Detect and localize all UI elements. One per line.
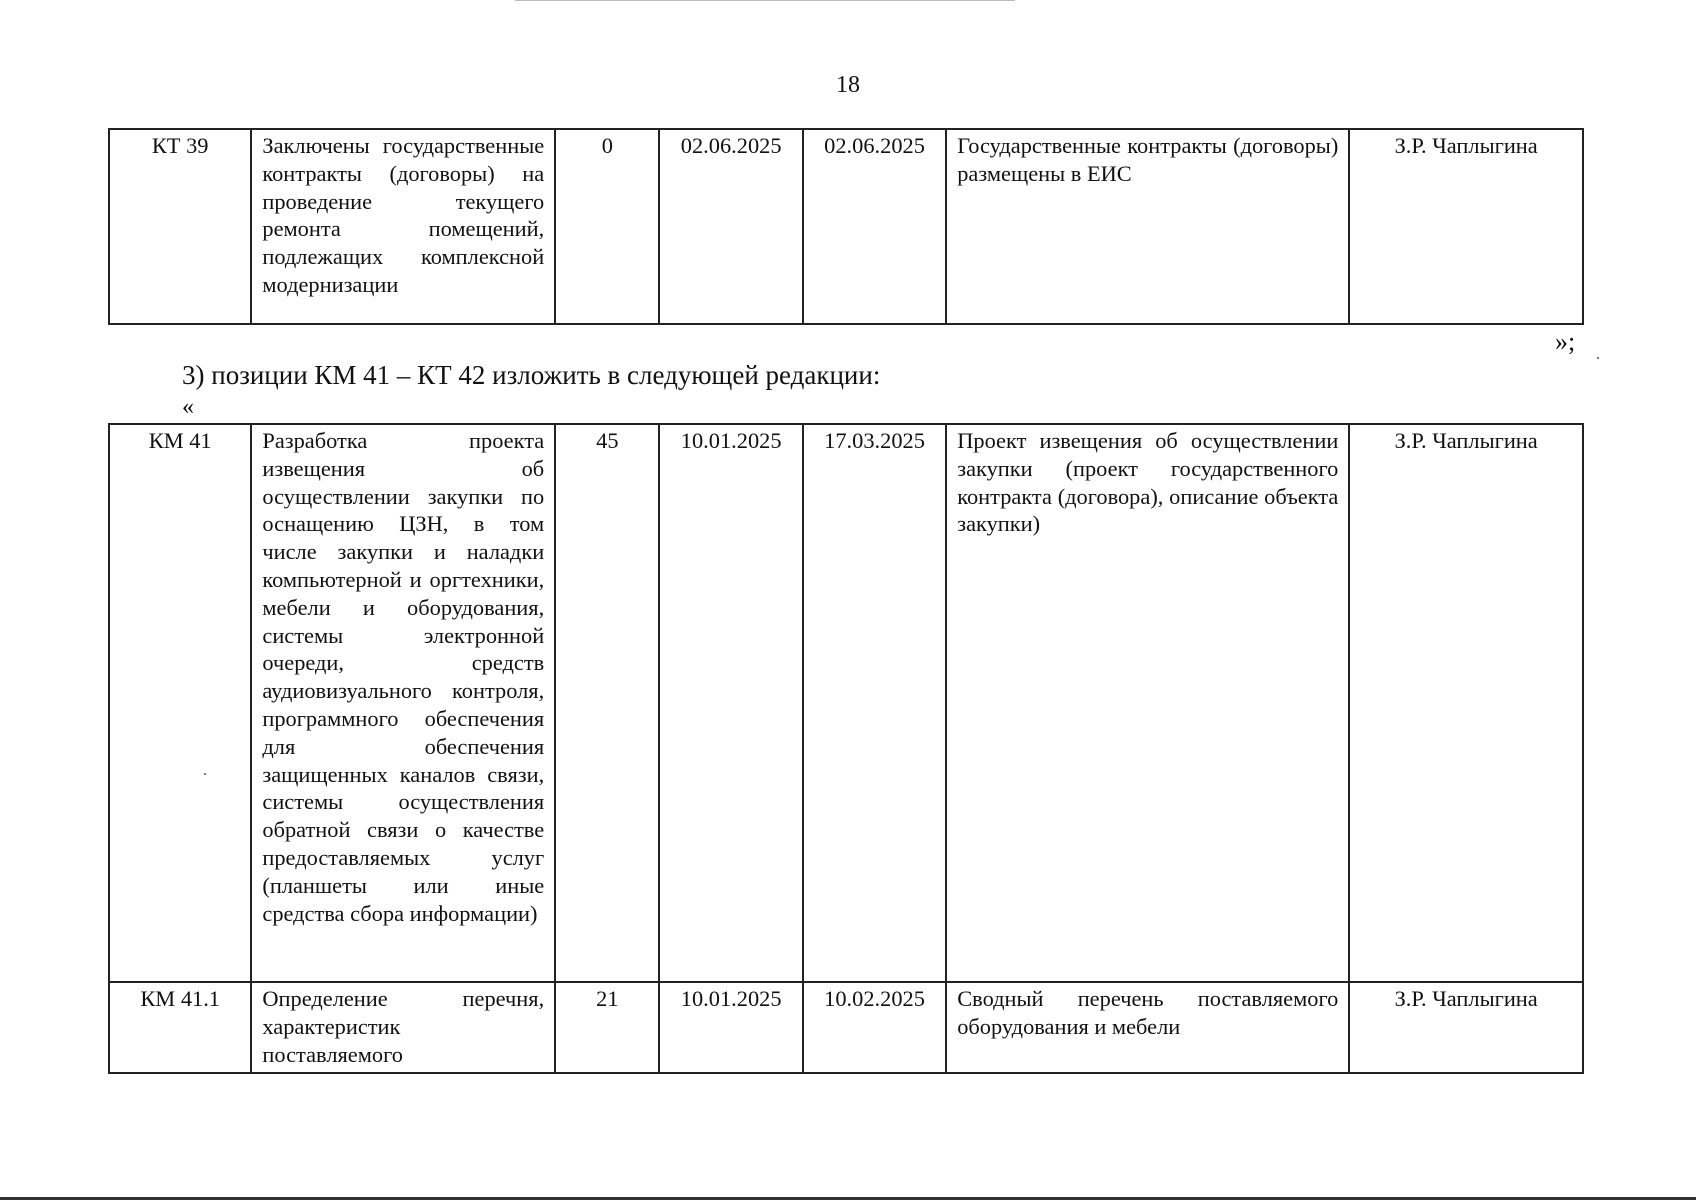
- control-points-table-2: [108, 423, 1584, 1074]
- opening-quote: «: [182, 394, 194, 420]
- row-id-cell: КМ 41.1: [109, 982, 251, 1073]
- row-end-date-cell: 02.06.2025: [803, 129, 946, 324]
- row-duration-cell: 0: [555, 129, 659, 324]
- row-description-cell: Разработка проекта извещения об осуществлении закупки по оснащению ЦЗН, в том числе закупки и наладки компьютерной и оргтехники, мебели и оборудования, системы электронной очереди, средств аудиовизуального контроля, программного обеспечения для обеспечения защищенных каналов связи, системы осуществления обратной связи о качестве предоставляемых услуг (планшеты или иные средства сбора информации): [251, 424, 555, 982]
- row-responsible-cell: З.Р. Чаплыгина: [1349, 982, 1583, 1073]
- row-result-cell: Проект извещения об осуществлении закупки (проект государственного контракта (договора), описание объекта закупки): [946, 424, 1349, 982]
- table-row: [109, 129, 1583, 324]
- row-duration-cell: 21: [555, 982, 659, 1073]
- table-row: [109, 982, 1583, 1073]
- closing-quote: »;: [1555, 327, 1576, 356]
- row-result-cell: Государственные контракты (договоры) размещены в ЕИС: [946, 129, 1349, 324]
- row-start-date-cell: 10.01.2025: [659, 982, 802, 1073]
- row-start-date-cell: 02.06.2025: [659, 129, 802, 324]
- row-responsible-cell: З.Р. Чаплыгина: [1349, 424, 1583, 982]
- row-responsible-cell: З.Р. Чаплыгина: [1349, 129, 1583, 324]
- row-start-date-cell: 10.01.2025: [659, 424, 802, 982]
- section-heading: 3) позиции КМ 41 – КТ 42 изложить в следующей редакции:: [182, 360, 881, 390]
- scan-speck: [1597, 357, 1599, 359]
- row-description-cell: Определение перечня, характеристик поставляемого: [251, 982, 555, 1073]
- control-points-table-1: [108, 128, 1584, 325]
- row-end-date-cell: 17.03.2025: [803, 424, 946, 982]
- row-end-date-cell: 10.02.2025: [803, 982, 946, 1073]
- row-duration-cell: 45: [555, 424, 659, 982]
- table-row: [109, 424, 1583, 982]
- scan-speck: [204, 773, 206, 775]
- row-result-cell: Сводный перечень поставляемого оборудования и мебели: [946, 982, 1349, 1073]
- row-id-cell: КТ 39: [109, 129, 251, 324]
- row-description-cell: Заключены государственные контракты (договоры) на проведение текущего ремонта помещений, подлежащих комплексной модернизации: [251, 129, 555, 324]
- scan-top-rule: [515, 0, 1015, 1]
- page-number: 18: [836, 72, 860, 98]
- row-id-cell: КМ 41: [109, 424, 251, 982]
